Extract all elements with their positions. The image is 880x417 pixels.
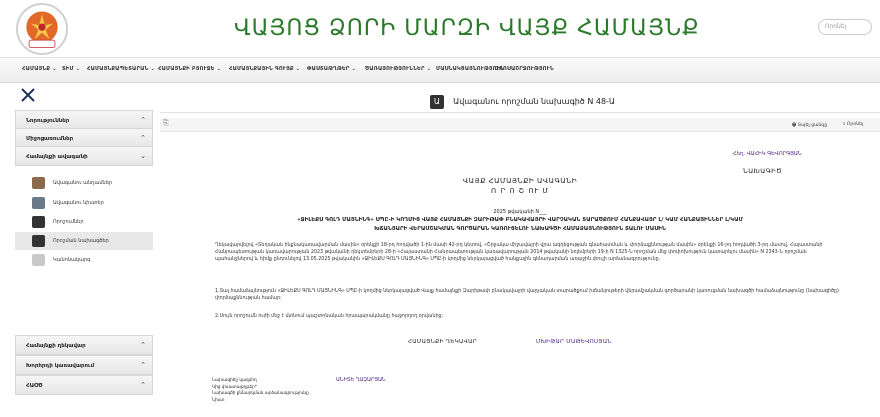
chevron-up-icon: ⌃ <box>140 341 146 349</box>
decision-heading: Ո Ր Ո Շ ՈՒ Մ <box>491 187 549 195</box>
decision-point-2: 2.Սույն որոշումն ուժի մեջ է մտնում պաշտոնական հրապարակմանը հաջորդող օրվանից: <box>215 314 444 319</box>
nav-item-participation[interactable]: ՄԱՍՆԱԿՑԱՅՆՈՒԹՅՈՒՆ <box>436 66 504 72</box>
search-button[interactable]: ⌕ Որոնել <box>843 122 864 127</box>
sidebar-section-head[interactable] <box>15 335 153 355</box>
chevron-up-icon: ⌃ <box>140 381 146 389</box>
search-button-label: Որոնել <box>847 122 864 127</box>
sidebar-section-haots[interactable] <box>15 375 153 395</box>
chevron-down-icon: ⌄ <box>140 152 146 160</box>
nav-item-budget[interactable]: ՀԱՄԱՅՆՔԻ ԲՅՈՒՋԵ ⌄ <box>158 66 222 72</box>
decision-icon <box>32 216 45 228</box>
search-input[interactable]: Որոնել <box>818 19 872 35</box>
meta-labels <box>212 377 309 403</box>
meta-label-author: Նախագիծը կազմող <box>212 377 257 382</box>
nav-item-services[interactable]: ԾԱՌԱՅՈՒԹՅՈՒՆՆԵՐ ⌄ <box>365 66 432 72</box>
sidebar-item-label: Որոշումներ <box>53 219 84 225</box>
nav-item-lsg[interactable]: ՏԻՄ ⌄ <box>62 66 81 72</box>
sidebar <box>15 110 153 410</box>
nav-item-tourism[interactable]: ԶԲՈՍԱՇՐՋՈՒԹՅՈՒՆ <box>495 66 554 72</box>
appendix-author: Հեղ. ՎԱՀԻԿ ԳԵՎՈՐԳՅԱՆ <box>733 151 802 157</box>
close-menu-icon[interactable] <box>20 87 36 103</box>
signatory-name: ՄԽԻԹԱՐ ՄԱԹԵՎՈՍՅԱՆ <box>536 339 612 345</box>
meta-label-session: Նիստ <box>212 396 225 402</box>
sidebar-section-label: Խորհրդի կառավարում <box>26 363 95 369</box>
divider <box>160 112 880 113</box>
site-title: ՎԱՅՈՑ ՁՈՐԻ ՄԱՐԶԻ ՎԱՅՔ ՀԱՄԱՅՆՔ <box>234 16 700 41</box>
sidebar-item-draft-decisions[interactable] <box>15 232 153 250</box>
chevron-up-icon: ⌃ <box>140 361 146 369</box>
meta-label-attachments: Կից փաստաթղթեր* <box>212 383 257 389</box>
decision-subject-line-1: «ՋԻԼԵՔՍ ԳՈԼԴ ՄԱՅՆԻՆԳ» ՍՊԸ-Ի ԿՈՂՄԻՑ ՎԱՅՔ ՀԱՄԱՅՆՔԻ ԶԱՐԻԹԱՓ ԲՆԱԿԱՎԱՅՐԻ ՎԱՐՉԱԿԱՆ ՏԱՐԱԾՔՈՒՄ ՀԱՆՔԱՎԱՅՐ Լ/ ԿԱՄ ՀԱՆՔԱՅԻՆՆԵՐ Լ/ԿԱՄ <box>297 217 743 223</box>
decision-point-1: 1.Տալ համաձայնություն «ՋԻԼԵՔՍ ԳՈԼԴ ՄԱՅՆԻՆԳ» ՍՊԸ-ի կողմից ներկայացված Վայք համայնքի Զարիթափ բնակավայրի վարչական տարածքում խճանյութերի վերամշակման գործարանի կառուցման նախագծի համաձայնությունը (նախագիծը) փորձաքննության համար: <box>215 289 839 302</box>
meta-label-discussion: Նախագծի քննարկման արձանագրությունը <box>212 390 309 396</box>
main-navigation <box>0 57 880 83</box>
sidebar-section-events[interactable] <box>15 128 153 148</box>
nav-item-municipality[interactable]: ՀԱՄԱՅՆՔԱՊԵՏԱՐԱՆ ⌄ <box>87 66 156 72</box>
print-list-label: Տպել ցանկը <box>797 123 828 128</box>
draft-decision-icon <box>32 235 45 247</box>
sidebar-item-label: Որոշման նախագծեր <box>53 238 109 244</box>
community-logo[interactable] <box>16 3 68 55</box>
decision-preamble: Ղեկավարվելով «Տեղական ինքնակառավարման մասին» օրենքի 18-րդ հոդվածի 1-ին մասի 42-րդ կետով, «Շրջակա միջավայրի վրա ազդեցության գնահատման և փորձաքննության մասին» օրենքի 16-րդ հոդվածի 3-րդ մասով, Հայաստանի Հանրապետության կառավարության 2023 թվականի դեկտեմբերի 28-ի «Հայաստանի Հանրապետության կառավարության 2014 թվականի նոյեմբերի 19-ի N 1325-Ն որոշման մեջ փոփոխություն կատարելու մասին» N 2343-Ն որոշման պահանջներով և հիմք ընդունելով 13.05.2025 թվականին «ՋԻԼԵՔՍ ԳՈԼԴ ՄԱՅՆԻՆԳ» ՍՊԸ-ի կողմից ներկայացված հանքային գենադարման առաջին փուլի արձանագրությունը. <box>215 243 823 263</box>
sidebar-item-label: Կանոնակարգ <box>53 257 91 263</box>
sidebar-section-news[interactable] <box>15 110 153 130</box>
logo-emblem-icon <box>18 5 66 53</box>
document-toolbar <box>160 118 880 132</box>
meeting-icon <box>32 197 45 209</box>
chevron-up-icon: ⌃ <box>140 134 146 142</box>
document-icon <box>32 254 45 266</box>
attachment-icon[interactable]: ⎘ <box>163 119 169 127</box>
nav-item-property[interactable]: ՀԱՄԱՅՆՔԱՅԻՆ ԳՈՒՅՔ ⌄ <box>229 66 301 72</box>
print-list-button[interactable]: 🖶 Տպել ցանկը <box>792 123 828 128</box>
signatory-title: ՀԱՄԱՅՆՔԻ ՂԵԿԱՎԱՐ <box>408 339 477 345</box>
meta-author-value: ԱՆԻՏԵ ՂԱԶԱՐՅԱՆ <box>336 377 386 383</box>
nav-item-documents[interactable]: ՓԱՍՏԱԹՂԹԵՐ ⌄ <box>307 66 357 72</box>
site-header <box>0 0 880 57</box>
sidebar-item-council-sessions[interactable] <box>15 194 153 212</box>
sidebar-item-council-members[interactable] <box>15 174 153 192</box>
sidebar-section-board[interactable] <box>15 355 153 375</box>
chevron-up-icon: ⌃ <box>140 116 146 124</box>
sidebar-section-label: ՀԱՕԾ <box>26 383 43 389</box>
sidebar-section-council[interactable] <box>15 146 153 166</box>
sidebar-section-label: Նորություններ <box>26 118 70 124</box>
sidebar-section-label: Համայնքի ղեկավար <box>26 343 86 349</box>
sidebar-section-label: Համայնքի ավագանի <box>26 154 88 160</box>
draft-decision-icon: Ա <box>430 95 444 109</box>
draft-label: ՆԱԽԱԳԻԾ <box>743 167 783 175</box>
sidebar-item-label: Ավագանու նիստեր <box>53 200 104 206</box>
sidebar-section-label: Միջոցառումներ <box>26 136 74 142</box>
people-icon <box>32 177 45 189</box>
council-title: ՎԱՅՔ ՀԱՄԱՅՆՔԻ ԱՎԱԳԱՆԻ <box>462 177 578 185</box>
decision-subject-line-2: ԽՃԱՆՅԱՐԻ ՎԵՐԱՄՇԱԿՄԱՆ ԳՈՐԾԱՐԱՆ ԿԱՌՈՒՑԵԼՈՒ ՆԱԽԱԳԾԻ ՀԱՄԱՁԱՅՆՈՒԹՅՈՒՆ ՏԱԼՈՒ ՄԱՍԻՆ <box>374 226 666 232</box>
page-title-text: Ավագանու որոշման նախագիծ N 48-Ա <box>453 97 616 106</box>
page-title <box>430 91 615 109</box>
nav-item-community[interactable]: ՀԱՄԱՅՆՔ ⌄ <box>22 66 57 72</box>
sidebar-item-decisions[interactable] <box>15 213 153 231</box>
decision-date: 2025 թվականի N___ <box>493 209 547 215</box>
sidebar-item-regulations[interactable] <box>15 251 153 269</box>
sidebar-item-label: Ավագանու անդամներ <box>53 180 113 186</box>
